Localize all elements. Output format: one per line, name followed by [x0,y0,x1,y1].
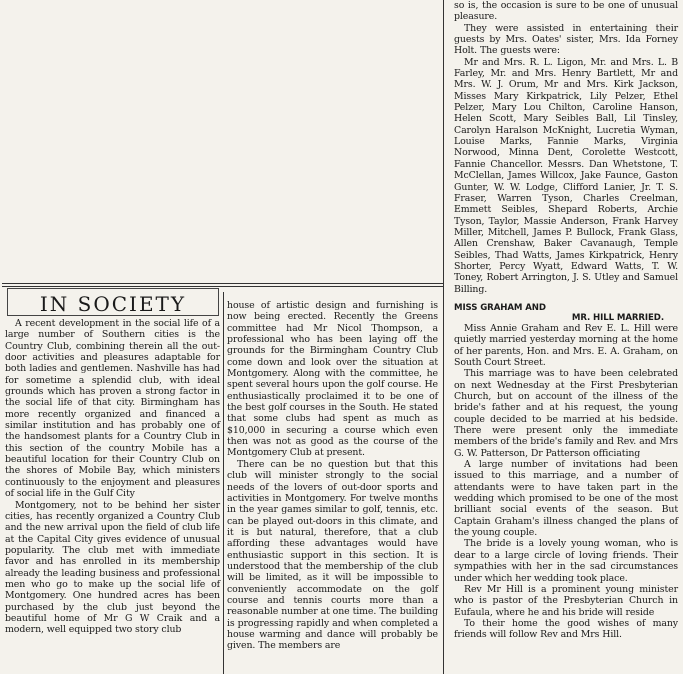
society-masthead [7,288,219,316]
wedding-headline-line2: MR. HILL MARRIED. [571,312,664,323]
paragraph: A recent development in the social life of a large number of Southern cities is the Country Club, combining therein all the out-door activities and pleasures adaptable for both ladies and gentlemen. Nashville has had for sometime a splendid club, with ideal grounds which has proven a strong factor in the social life of that city. Birmingham has more recently organized and financed a similar institution and has probably one of the handsomest plants for a Country Club in this section of the country Mobile has a beautiful location for their Country Club on the shores of Mobile Bay, which ministers continuously to the enjoyment and pleasures of social life in the Gulf City [5,318,220,500]
column-rule [223,292,224,674]
paragraph: This marriage was to have been celebrated on next Wednesday at the First Presbyterian Church, but on account of the illness of the bride's father and at his request, the young couple decided to be married at his bedside. There were present only the immediate members of the bride's family and Rev. and Mrs G. W. Patterson, Dr Patterson officiating [454,368,678,459]
paragraph: The bride is a lovely young woman, who is dear to a large circle of loving friends. Their sympathies with her in the sad circumstances under which her wedding took place. [454,538,678,584]
column-rule [443,0,444,674]
guest-list: Mr and Mrs. R. L. Ligon, Mr. and Mrs. L. B Farley, Mr. and Mrs. Henry Bartlett, Mr and Mrs. W. J. Orum, Mr and Mrs. Kirk Jackson, Misses Mary Kirkpatrick, Lily Pelzer, Ethel Pelzer, Mary Lou Chilton, Caroline Hanson, Helen Scott, Mary Seibles Ball, Lil Tinsley, Carolyn Haralson McKnight, Lucretia Wyman, Louise Marks, Fannie Marks, Virginia Norwood, Minna Dent, Corolette Westcott, Fannie Chancellor. Messrs. Dan Whetstone, T. McClellan, James Willcox, Jake Faunce, Gaston Gunter, W. W. Lodge, Clifford Lanier, Jr. T. S. Fraser, Warren Tyson, Charles Creelman, Emmett Seibles, Shepard Roberts, Archie Tyson, Taylor, Massie Anderson, Frank Harvey Miller, Mitchell, James P. Bullock, Frank Glass, Allen Crenshaw, Baker Cavanaugh, Temple Seibles, Thad Watts, James Kirkpatrick, Henry Shorter, Percy Wyatt, Edward Watts, T. W. Toney, Robert Arrington, J. S. Utley and Samuel Billing. [454,56,678,295]
paragraph: house of artistic design and furnishing is now being erected. Recently the Greens committee had Mr Nicol Thompson, a professional who has been laying off the grounds for the Birmingham Country Club come down and look over the situation at Montgomery. Along with the committee, he spent several hours upon the golf course. He enthusiastically proclaimed it to be one of the best golf courses in the South. He stated that some clubs had spent as much as $10,000 in securing a course which even then was not as good as the course of the Montgomery Club at present. [227,300,438,459]
paragraph: Montgomery, not to be behind her sister cities, has recently organized a Country Club and the new arrival upon the field of club life at the Capital City gives evidence of unusual popularity. The club met with immediate favor and has enrolled in its membership already the leading business and professional men who go to make up the social life of Montgomery. One hundred acres has been purchased by the club just beyond the beautiful home of Mr G W Craik and a modern, well equipped two story club [5,499,220,636]
article-column-2 [227,300,438,652]
paragraph: A large number of invitations had been issued to this marriage, and a number of attendants were to have taken part in the wedding which promised to be one of the most brilliant social events of the season. But Captain Graham's illness changed the plans of the young couple. [454,459,678,539]
paragraph: so is, the occasion is sure to be one of unusual pleasure. [454,0,678,23]
paragraph: There can be no question but that this club will minister strongly to the social needs of the lovers of out-door sports and activities in Montgomery. For twelve months in the year games similar to golf, tennis, etc. can be played out-doors in this climate, and it is but natural, therefore, that a club affording these advantages would have enthusiastic support in this section. It is understood that the membership of the club will be limited, as it will be impossible to conveniently accommodate on the golf course and tennis courts more than a reasonable number at one time. The building is progressing rapidly and when completed a house warming and dance will probably be given. The members are [227,458,438,652]
masthead-title: IN SOCIETY [39,292,187,316]
paragraph: They were assisted in entertaining their guests by Mrs. Oates' sister, Mrs. Ida Forney Holt. The guests were: [454,22,678,57]
paragraph: To their home the good wishes of many friends will follow Rev and Mrs Hill. [454,617,678,641]
article-column-1 [5,318,220,636]
section-rule [2,286,443,287]
paragraph: Miss Annie Graham and Rev E. L. Hill were quietly married yesterday morning at the home of her parents, Hon. and Mrs. E. A. Graham, on South Court Street. [454,322,678,368]
article-column-3 [454,0,678,641]
paragraph: Rev Mr Hill is a prominent young minister who is pastor of the Presbyterian Church in Eufaula, where he and his bride will reside [454,583,678,618]
wedding-headline-line1: MISS GRAHAM AND [454,302,546,313]
section-rule [2,283,443,284]
